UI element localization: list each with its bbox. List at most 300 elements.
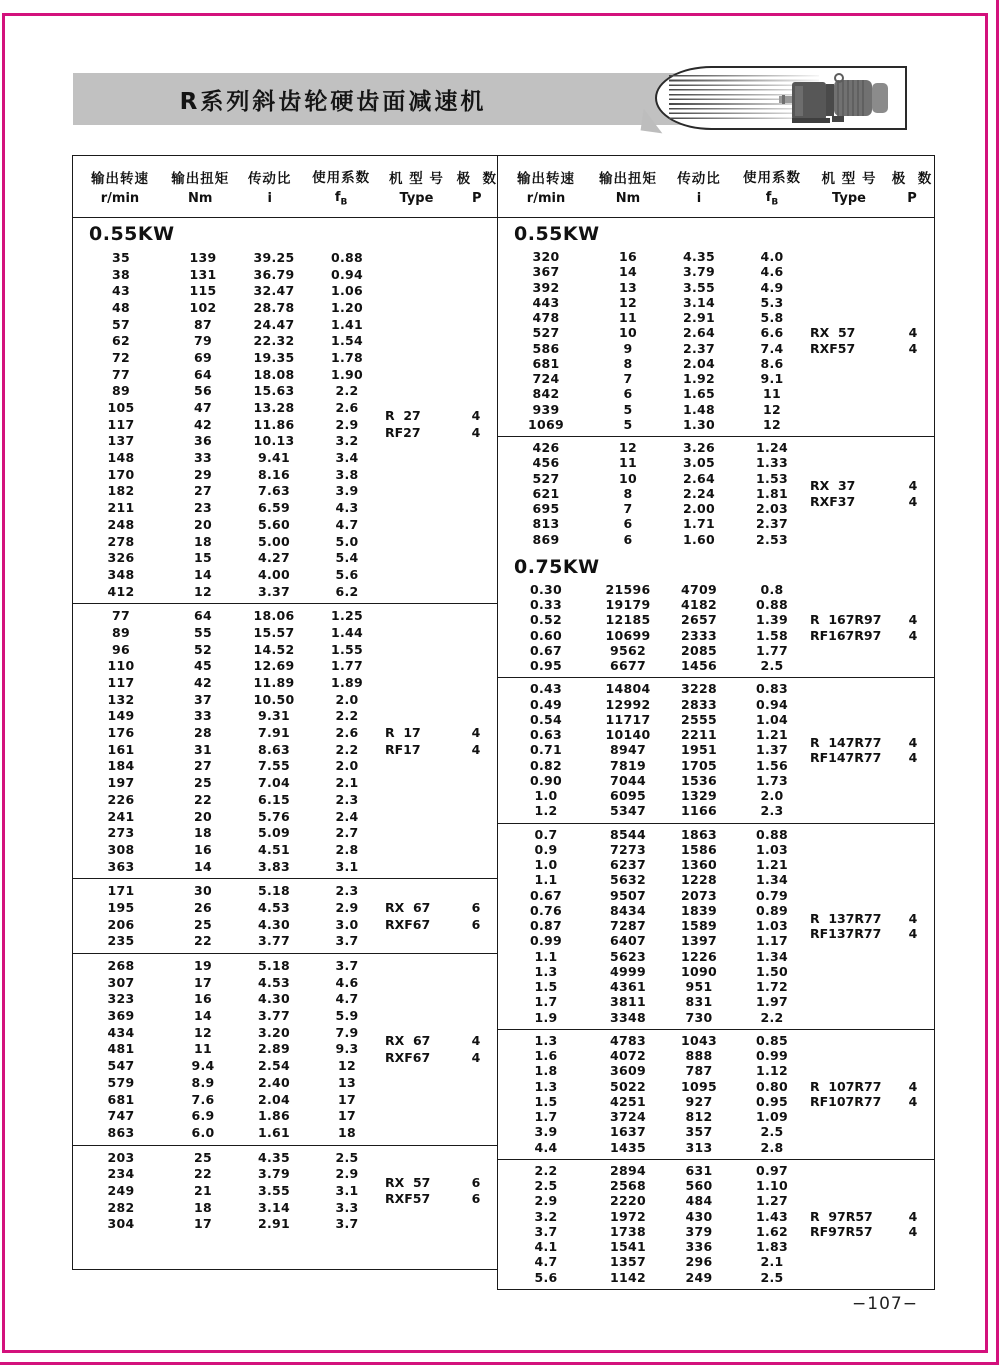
cell: 2.00 bbox=[682, 501, 716, 517]
column-header-cn: 输出扭矩 bbox=[171, 170, 230, 187]
cell: 1738 bbox=[610, 1223, 646, 1239]
column-header-unit: Type bbox=[399, 191, 434, 207]
cell: 3.83 bbox=[257, 858, 291, 874]
type-cell bbox=[808, 1033, 934, 1155]
cell: 234 bbox=[107, 1166, 135, 1182]
column-header-cn: 极 数 bbox=[456, 170, 497, 187]
cell: 2073 bbox=[681, 887, 717, 903]
cell: 0.99 bbox=[755, 1048, 789, 1064]
cell: 278 bbox=[107, 533, 135, 549]
table-row bbox=[498, 803, 808, 818]
cell: 7 bbox=[623, 501, 633, 517]
model-type: RF27 bbox=[385, 425, 421, 441]
cell: 36 bbox=[194, 433, 212, 449]
cell: 2.64 bbox=[682, 470, 716, 486]
model-type: RX 57 bbox=[385, 1174, 431, 1190]
cell: 1.58 bbox=[755, 627, 789, 643]
cell: 2085 bbox=[681, 642, 717, 658]
table-row bbox=[73, 1216, 383, 1233]
cell: 43 bbox=[112, 283, 130, 299]
cell: 4.35 bbox=[682, 249, 716, 265]
cell: 105 bbox=[107, 400, 135, 416]
cell: 2.2 bbox=[335, 383, 359, 399]
table-row bbox=[498, 727, 808, 742]
table-left bbox=[72, 155, 497, 1270]
cell: 139 bbox=[189, 249, 217, 265]
cell: 1357 bbox=[610, 1254, 646, 1270]
cell: 0.95 bbox=[529, 658, 563, 674]
cell: 37 bbox=[194, 691, 212, 707]
table-row bbox=[498, 356, 808, 371]
pole-count: 4 bbox=[471, 408, 481, 424]
cell: 2.1 bbox=[335, 775, 359, 791]
pole-count: 6 bbox=[471, 1174, 481, 1190]
table-row bbox=[73, 916, 383, 933]
cell: 4.7 bbox=[335, 991, 359, 1007]
table-row bbox=[73, 974, 383, 991]
cell: 527 bbox=[532, 470, 560, 486]
cell: 12992 bbox=[605, 696, 651, 712]
cell: 1.50 bbox=[755, 963, 789, 979]
cell: 28.78 bbox=[253, 299, 295, 315]
cell: 5.00 bbox=[257, 533, 291, 549]
table-row bbox=[73, 266, 383, 283]
cell: 5.18 bbox=[257, 883, 291, 899]
cell: 7.4 bbox=[760, 340, 784, 356]
cell: 2.3 bbox=[760, 803, 784, 819]
cell: 117 bbox=[107, 675, 135, 691]
rows-group bbox=[498, 681, 808, 818]
cell: 241 bbox=[107, 808, 135, 824]
model-type: RF97R57 bbox=[810, 1223, 873, 1239]
cell: 3609 bbox=[610, 1063, 646, 1079]
cell: 2568 bbox=[610, 1178, 646, 1194]
cell: 747 bbox=[107, 1108, 135, 1124]
cell: 369 bbox=[107, 1008, 135, 1024]
table-row bbox=[73, 957, 383, 974]
cell: 42 bbox=[194, 675, 212, 691]
cell: 5.6 bbox=[335, 566, 359, 582]
cell: 0.88 bbox=[755, 597, 789, 613]
cell: 1.56 bbox=[755, 757, 789, 773]
table-row bbox=[498, 1010, 808, 1025]
cell: 30 bbox=[194, 883, 212, 899]
cell: 2.2 bbox=[534, 1162, 558, 1178]
table-row bbox=[498, 516, 808, 531]
cell: 379 bbox=[685, 1223, 713, 1239]
cell: 1589 bbox=[681, 918, 717, 934]
cell: 3228 bbox=[681, 681, 717, 697]
table-row bbox=[73, 583, 383, 600]
cell: 4182 bbox=[681, 597, 717, 613]
cell: 1863 bbox=[681, 826, 717, 842]
table-row bbox=[73, 433, 383, 450]
data-block bbox=[73, 1145, 497, 1236]
cell: 17 bbox=[194, 1216, 212, 1232]
cell: 2555 bbox=[681, 711, 717, 727]
cell: 14804 bbox=[605, 681, 651, 697]
cell: 28 bbox=[194, 725, 212, 741]
table-row bbox=[498, 697, 808, 712]
data-block bbox=[73, 953, 497, 1145]
model-type: RX 67 bbox=[385, 1033, 431, 1049]
cell: 0.80 bbox=[755, 1078, 789, 1094]
cell: 10140 bbox=[605, 727, 651, 743]
cell: 2.9 bbox=[335, 899, 359, 915]
table-row bbox=[498, 773, 808, 788]
cell: 131 bbox=[189, 266, 217, 282]
table-row bbox=[73, 349, 383, 366]
column-header bbox=[306, 156, 376, 217]
cell: 2.0 bbox=[760, 788, 784, 804]
cell: 35 bbox=[112, 249, 130, 265]
cell: 4.4 bbox=[534, 1139, 558, 1155]
cell: 19179 bbox=[605, 597, 651, 613]
cell: 13 bbox=[338, 1074, 356, 1090]
cell: 412 bbox=[107, 583, 135, 599]
cell: 26 bbox=[194, 899, 212, 915]
cell: 0.67 bbox=[529, 642, 563, 658]
cell: 69 bbox=[194, 349, 212, 365]
cell: 79 bbox=[194, 333, 212, 349]
column-header-unit: i bbox=[696, 191, 702, 207]
type-line bbox=[808, 628, 934, 643]
cell: 1.30 bbox=[682, 416, 716, 432]
cell: 348 bbox=[107, 566, 135, 582]
cell: 12 bbox=[763, 416, 781, 432]
cell: 18.06 bbox=[253, 608, 295, 624]
cell: 4.00 bbox=[257, 566, 291, 582]
cell: 20 bbox=[194, 516, 212, 532]
cell: 1705 bbox=[681, 757, 717, 773]
type-cell bbox=[383, 882, 497, 949]
table-row bbox=[498, 386, 808, 401]
cell: 842 bbox=[532, 386, 560, 402]
cell: 478 bbox=[532, 310, 560, 326]
table-row bbox=[73, 499, 383, 516]
column-header-unit: Nm bbox=[615, 191, 641, 207]
type-cell bbox=[808, 681, 934, 818]
cell: 1.65 bbox=[682, 386, 716, 402]
cell: 2.04 bbox=[257, 1091, 291, 1107]
cell: 2.2 bbox=[335, 741, 359, 757]
column-header-cn: 传动比 bbox=[677, 170, 721, 187]
cell: 1329 bbox=[681, 788, 717, 804]
cell: 29 bbox=[194, 466, 212, 482]
cell: 1043 bbox=[681, 1032, 717, 1048]
cell: 33 bbox=[194, 708, 212, 724]
cell: 681 bbox=[107, 1091, 135, 1107]
cell: 3.79 bbox=[257, 1166, 291, 1182]
cell: 89 bbox=[112, 383, 130, 399]
cell: 1.37 bbox=[755, 742, 789, 758]
cell: 22 bbox=[194, 1166, 212, 1182]
table-row bbox=[498, 964, 808, 979]
model-type: RX 37 bbox=[810, 478, 856, 494]
cell: 16 bbox=[194, 991, 212, 1007]
table-row bbox=[498, 1048, 808, 1063]
cell: 55 bbox=[194, 624, 212, 640]
pole-count: 4 bbox=[908, 340, 918, 356]
cell: 3.0 bbox=[335, 916, 359, 932]
cell: 9562 bbox=[610, 642, 646, 658]
cell: 2.04 bbox=[682, 355, 716, 371]
pole-count: 4 bbox=[471, 741, 481, 757]
cell: 1.83 bbox=[755, 1239, 789, 1255]
cell: 39.25 bbox=[253, 249, 295, 265]
cell: 1.25 bbox=[330, 608, 364, 624]
cell: 12 bbox=[619, 440, 637, 456]
cell: 5.6 bbox=[534, 1269, 558, 1285]
cell: 9.31 bbox=[257, 708, 291, 724]
pole-count: 4 bbox=[908, 910, 918, 926]
type-line bbox=[808, 1094, 934, 1109]
cell: 3348 bbox=[610, 1009, 646, 1025]
cell: 77 bbox=[112, 608, 130, 624]
pole-count: 6 bbox=[471, 899, 481, 915]
cell: 304 bbox=[107, 1216, 135, 1232]
cell: 2.37 bbox=[755, 516, 789, 532]
cell: 939 bbox=[532, 401, 560, 417]
table-row bbox=[498, 280, 808, 295]
section-title: 0.55KW bbox=[89, 223, 175, 245]
type-line bbox=[383, 1049, 497, 1066]
column-header bbox=[808, 156, 890, 217]
table-row bbox=[73, 808, 383, 825]
cell: 273 bbox=[107, 825, 135, 841]
cell: 1.48 bbox=[682, 401, 716, 417]
column-header-unit: $f_B$ bbox=[765, 189, 779, 208]
type-cell bbox=[808, 827, 934, 1025]
table-row bbox=[73, 774, 383, 791]
cell: 3.9 bbox=[335, 483, 359, 499]
cell: 8 bbox=[623, 485, 633, 501]
cell: 0.7 bbox=[534, 826, 558, 842]
table-row bbox=[73, 483, 383, 500]
cell: 52 bbox=[194, 641, 212, 657]
type-line bbox=[808, 1224, 934, 1239]
table-row bbox=[73, 399, 383, 416]
cell: 5.0 bbox=[335, 533, 359, 549]
cell: 2.5 bbox=[760, 658, 784, 674]
data-block bbox=[73, 603, 497, 878]
table-row bbox=[73, 1057, 383, 1074]
cell: 1.27 bbox=[755, 1193, 789, 1209]
cell: 363 bbox=[107, 858, 135, 874]
cell: 1.72 bbox=[755, 979, 789, 995]
cell: 0.49 bbox=[529, 696, 563, 712]
header-banner bbox=[73, 73, 693, 125]
model-type: RF167R97 bbox=[810, 627, 882, 643]
cell: 6.15 bbox=[257, 791, 291, 807]
cell: 0.76 bbox=[529, 902, 563, 918]
cell: 11717 bbox=[605, 711, 651, 727]
cell: 367 bbox=[532, 264, 560, 280]
cell: 4.53 bbox=[257, 974, 291, 990]
model-type: R 137R77 bbox=[810, 910, 882, 926]
pole-count: 4 bbox=[908, 1093, 918, 1109]
cell: 326 bbox=[107, 550, 135, 566]
cell: 137 bbox=[107, 433, 135, 449]
rows-group bbox=[73, 957, 383, 1141]
cell: 1.34 bbox=[755, 872, 789, 888]
cell: 1228 bbox=[681, 872, 717, 888]
cell: 812 bbox=[685, 1109, 713, 1125]
cell: 31 bbox=[194, 741, 212, 757]
cell: 249 bbox=[685, 1269, 713, 1285]
table-row bbox=[498, 1140, 808, 1155]
cell: 681 bbox=[532, 355, 560, 371]
cell: 0.63 bbox=[529, 727, 563, 743]
type-cell bbox=[383, 957, 497, 1141]
cell: 0.60 bbox=[529, 627, 563, 643]
table-row bbox=[498, 994, 808, 1009]
cell: 211 bbox=[107, 500, 135, 516]
cell: 36.79 bbox=[253, 266, 295, 282]
cell: 197 bbox=[107, 775, 135, 791]
cell: 149 bbox=[107, 708, 135, 724]
cell: 2.6 bbox=[335, 400, 359, 416]
model-type: RF137R77 bbox=[810, 925, 882, 941]
table-row bbox=[498, 903, 808, 918]
cell: 2.0 bbox=[335, 691, 359, 707]
cell: 1.34 bbox=[755, 948, 789, 964]
cell: 631 bbox=[685, 1162, 713, 1178]
table-row bbox=[498, 1224, 808, 1239]
cell: 3.79 bbox=[682, 264, 716, 280]
cell: 18 bbox=[194, 825, 212, 841]
cell: 2.5 bbox=[335, 1149, 359, 1165]
cell: 4.35 bbox=[257, 1149, 291, 1165]
cell: 1226 bbox=[681, 948, 717, 964]
cell: 313 bbox=[685, 1139, 713, 1155]
cell: 8.16 bbox=[257, 466, 291, 482]
table-row bbox=[498, 486, 808, 501]
table-row bbox=[498, 325, 808, 340]
cell: 8947 bbox=[610, 742, 646, 758]
cell: 10 bbox=[619, 470, 637, 486]
table-row bbox=[498, 827, 808, 842]
table-header-row bbox=[73, 156, 497, 218]
cell: 20 bbox=[194, 808, 212, 824]
cell: 0.94 bbox=[755, 696, 789, 712]
cell: 14 bbox=[194, 1008, 212, 1024]
cell: 57 bbox=[112, 316, 130, 332]
cell: 5 bbox=[623, 401, 633, 417]
cell: 7273 bbox=[610, 841, 646, 857]
table-row bbox=[73, 249, 383, 266]
type-line bbox=[383, 408, 497, 425]
cell: 586 bbox=[532, 340, 560, 356]
table-row bbox=[498, 888, 808, 903]
cell: 1435 bbox=[610, 1139, 646, 1155]
cell: 87 bbox=[194, 316, 212, 332]
cell: 12 bbox=[619, 294, 637, 310]
model-type: R 17 bbox=[385, 725, 421, 741]
pole-count: 4 bbox=[908, 1208, 918, 1224]
cell: 8.6 bbox=[760, 355, 784, 371]
cell: 0.97 bbox=[755, 1162, 789, 1178]
cell: 3.7 bbox=[335, 958, 359, 974]
cell: 430 bbox=[685, 1208, 713, 1224]
cell: 4709 bbox=[681, 581, 717, 597]
table-row bbox=[498, 1193, 808, 1208]
cell: 2.9 bbox=[335, 1166, 359, 1182]
cell: 3724 bbox=[610, 1109, 646, 1125]
cell: 1.09 bbox=[755, 1109, 789, 1125]
cell: 4.7 bbox=[534, 1254, 558, 1270]
cell: 4.7 bbox=[335, 516, 359, 532]
cell: 42 bbox=[194, 416, 212, 432]
type-line bbox=[808, 325, 934, 340]
table-row bbox=[498, 1109, 808, 1124]
cell: 2.5 bbox=[534, 1178, 558, 1194]
model-type: RF17 bbox=[385, 741, 421, 757]
cell: 4783 bbox=[610, 1032, 646, 1048]
cell: 1.8 bbox=[534, 1063, 558, 1079]
model-type: RX 67 bbox=[385, 899, 431, 915]
type-line bbox=[383, 1190, 497, 1207]
table-right bbox=[497, 155, 935, 1290]
table-row bbox=[498, 612, 808, 627]
cell: 96 bbox=[112, 641, 130, 657]
model-type: RX 57 bbox=[810, 325, 856, 341]
cell: 2.7 bbox=[335, 825, 359, 841]
table-row bbox=[73, 566, 383, 583]
cell: 3.77 bbox=[257, 1008, 291, 1024]
type-line bbox=[383, 899, 497, 916]
motor-photo-panel bbox=[655, 66, 907, 130]
table-row bbox=[498, 979, 808, 994]
cell: 148 bbox=[107, 450, 135, 466]
table-row bbox=[73, 858, 383, 875]
column-header bbox=[498, 156, 594, 217]
cell: 296 bbox=[685, 1254, 713, 1270]
cell: 1.7 bbox=[534, 994, 558, 1010]
cell: 5632 bbox=[610, 872, 646, 888]
table-row bbox=[498, 742, 808, 757]
cell: 7.55 bbox=[257, 758, 291, 774]
table-row bbox=[73, 449, 383, 466]
cell: 4251 bbox=[610, 1093, 646, 1109]
cell: 443 bbox=[532, 294, 560, 310]
table-header-row bbox=[498, 156, 934, 218]
cell: 1.3 bbox=[534, 963, 558, 979]
pole-count: 4 bbox=[908, 325, 918, 341]
cell: 787 bbox=[685, 1063, 713, 1079]
cell: 2.0 bbox=[335, 758, 359, 774]
cell: 2.91 bbox=[682, 310, 716, 326]
cell: 863 bbox=[107, 1124, 135, 1140]
table-row bbox=[73, 658, 383, 675]
cell: 1.53 bbox=[755, 470, 789, 486]
data-block bbox=[498, 1159, 934, 1289]
cell: 1.0 bbox=[534, 788, 558, 804]
cell: 9 bbox=[623, 340, 633, 356]
model-type: RXF57 bbox=[385, 1191, 431, 1207]
cell: 14 bbox=[194, 858, 212, 874]
cell: 1456 bbox=[681, 658, 717, 674]
cell: 22.32 bbox=[253, 333, 295, 349]
cell: 695 bbox=[532, 501, 560, 517]
cell: 2.9 bbox=[534, 1193, 558, 1209]
table-row bbox=[498, 264, 808, 279]
cell: 1.10 bbox=[755, 1178, 789, 1194]
type-line bbox=[808, 612, 934, 627]
cell: 24.47 bbox=[253, 316, 295, 332]
cell: 9.3 bbox=[335, 1041, 359, 1057]
pole-count: 4 bbox=[908, 1223, 918, 1239]
